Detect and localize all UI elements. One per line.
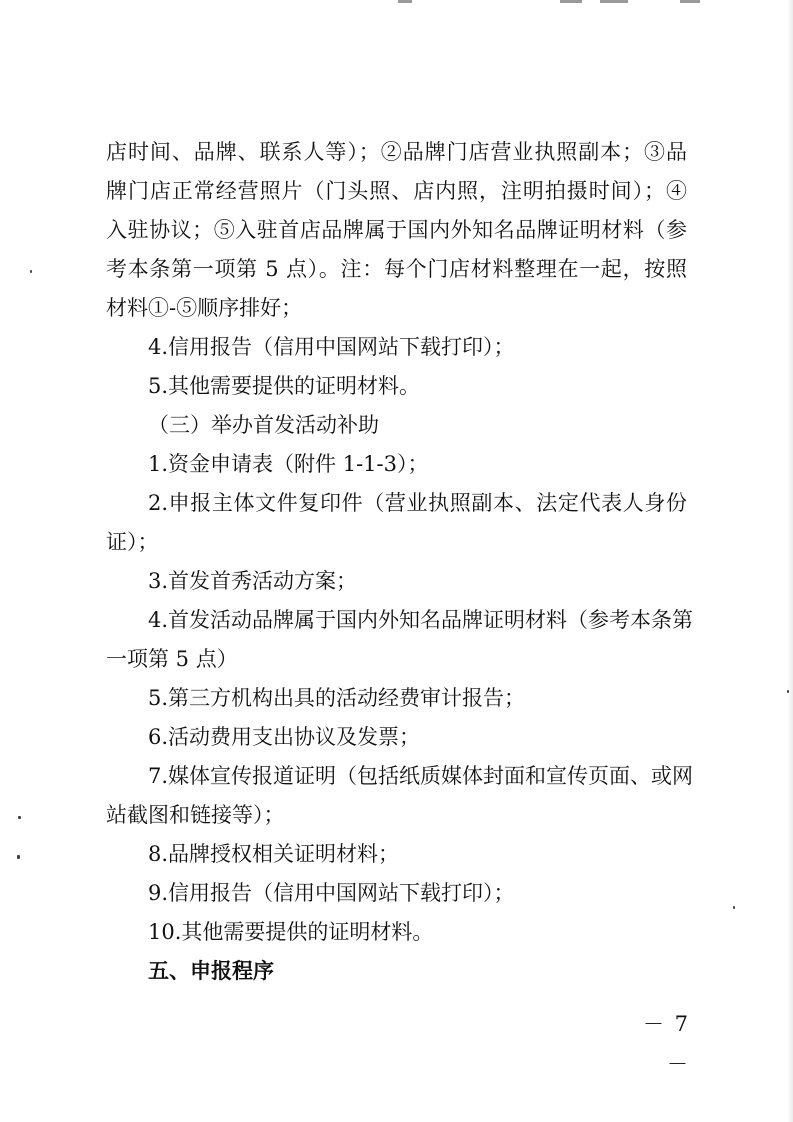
scan-mark bbox=[398, 0, 412, 3]
text-line bbox=[0, 132, 793, 172]
list-item: 10.其他需要提供的证明材料。 bbox=[148, 920, 434, 944]
list-item: 4.信用报告（信用中国网站下载打印）； bbox=[148, 335, 515, 359]
list-item: 4.首发活动品牌属于国内外知名品牌证明材料（参考本条第 bbox=[148, 608, 694, 632]
scan-mark bbox=[600, 0, 628, 3]
text-line bbox=[0, 951, 793, 991]
text-line bbox=[0, 444, 793, 484]
scan-speck bbox=[30, 270, 32, 273]
page-number: － 7 － bbox=[642, 1012, 690, 1076]
text-line bbox=[0, 288, 793, 328]
scan-mark bbox=[560, 0, 582, 3]
paragraph-text: 入驻协议；⑤入驻首店品牌属于国内外知名品牌证明材料（参 bbox=[106, 218, 687, 242]
list-item: 8.品牌授权相关证明材料； bbox=[148, 842, 400, 866]
list-item: 7.媒体宣传报道证明（包括纸质媒体封面和宣传页面、或网 bbox=[148, 764, 694, 788]
text-line bbox=[0, 171, 793, 211]
text-line bbox=[0, 483, 793, 523]
list-item: 5.第三方机构出具的活动经费审计报告； bbox=[148, 686, 526, 710]
text-line bbox=[0, 327, 793, 367]
paragraph-text: 材料①-⑤顺序排好； bbox=[106, 296, 303, 320]
list-item: 6.活动费用支出协议及发票； bbox=[148, 725, 421, 749]
list-item-continuation: 一项第 5 点） bbox=[106, 647, 238, 671]
scan-speck bbox=[18, 816, 21, 819]
text-line bbox=[0, 405, 793, 445]
paragraph-text: 牌门店正常经营照片（门头照、店内照，注明拍摄时间）；④ bbox=[106, 179, 687, 203]
list-item: 5.其他需要提供的证明材料。 bbox=[148, 374, 421, 398]
scan-speck bbox=[733, 906, 735, 909]
scan-mark bbox=[680, 0, 700, 3]
paragraph-text: 考本条第一项第 5 点）。注：每个门店材料整理在一起，按照 bbox=[106, 257, 687, 281]
text-line bbox=[0, 795, 793, 835]
list-item-continuation: 站截图和链接等）； bbox=[106, 803, 285, 827]
text-line bbox=[0, 678, 793, 718]
scan-edge bbox=[787, 0, 793, 1122]
text-line bbox=[0, 639, 793, 679]
list-item: 3.首发首秀活动方案； bbox=[148, 569, 358, 593]
list-item: 1.资金申请表（附件 1-1-3）； bbox=[148, 452, 429, 476]
text-line bbox=[0, 756, 793, 796]
text-line bbox=[0, 717, 793, 757]
list-item: 9.信用报告（信用中国网站下载打印）； bbox=[148, 881, 515, 905]
text-line bbox=[0, 600, 793, 640]
text-line bbox=[0, 366, 793, 406]
text-line bbox=[0, 249, 793, 289]
paragraph-text: 店时间、品牌、联系人等）；②品牌门店营业执照副本；③品 bbox=[106, 140, 687, 164]
list-item-continuation: 证）； bbox=[106, 530, 159, 554]
text-line bbox=[0, 522, 793, 562]
text-line bbox=[0, 912, 793, 952]
text-line bbox=[0, 873, 793, 913]
section-subheading: （三）举办首发活动补助 bbox=[148, 413, 379, 437]
text-line bbox=[0, 834, 793, 874]
scan-speck bbox=[17, 855, 20, 859]
text-line bbox=[0, 561, 793, 601]
text-line bbox=[0, 210, 793, 250]
section-heading: 五、申报程序 bbox=[148, 958, 274, 983]
list-item: 2.申报主体文件复印件（营业执照副本、法定代表人身份 bbox=[148, 491, 687, 515]
